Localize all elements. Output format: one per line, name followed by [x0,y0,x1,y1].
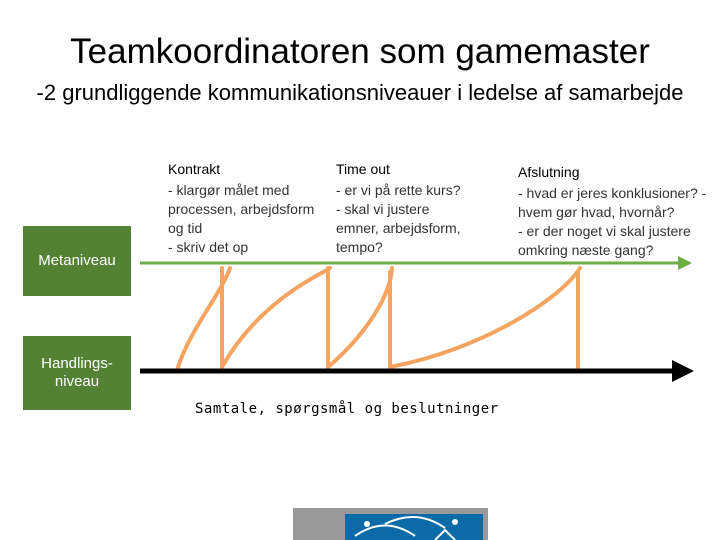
slide-title: Teamkoordinatoren som gamemaster [70,32,650,71]
handling-arrow-head [672,360,694,382]
phase-heading: Kontrakt [168,161,221,177]
phase-heading: Afslutning [518,164,580,180]
slide-subtitle: -2 grundliggende kommunikationsniveauer i ledelse af samarbejde [36,80,684,105]
meta-arrow-head [678,256,692,270]
loop-curve-up-2 [222,268,330,367]
loop-curve-up-3 [328,268,392,367]
phase-description: - er vi på rette kurs? - skal vi justere emner, arbejdsform, tempo? [336,182,461,255]
meta-level-label: Metaniveau [38,252,116,269]
phase-description: - hvad er jeres konklusioner? - hvem gør hvad, hvornår? - er der noget vi skal justere omkring næste gang? [518,185,707,258]
logo-emblem-icon [345,514,483,540]
loop-curve-up-4 [390,268,580,367]
loop-group [178,268,580,367]
organization-logo [293,508,488,540]
phase-heading: Time out [336,161,390,177]
phase-description: - klargør målet med processen, arbejdsform og tid - skriv det op [168,182,315,255]
handling-level-label: Handlings- niveau [41,355,113,390]
logo-waves-icon [345,514,483,540]
handling-level-caption: Samtale, spørgsmål og beslutninger [195,401,499,417]
